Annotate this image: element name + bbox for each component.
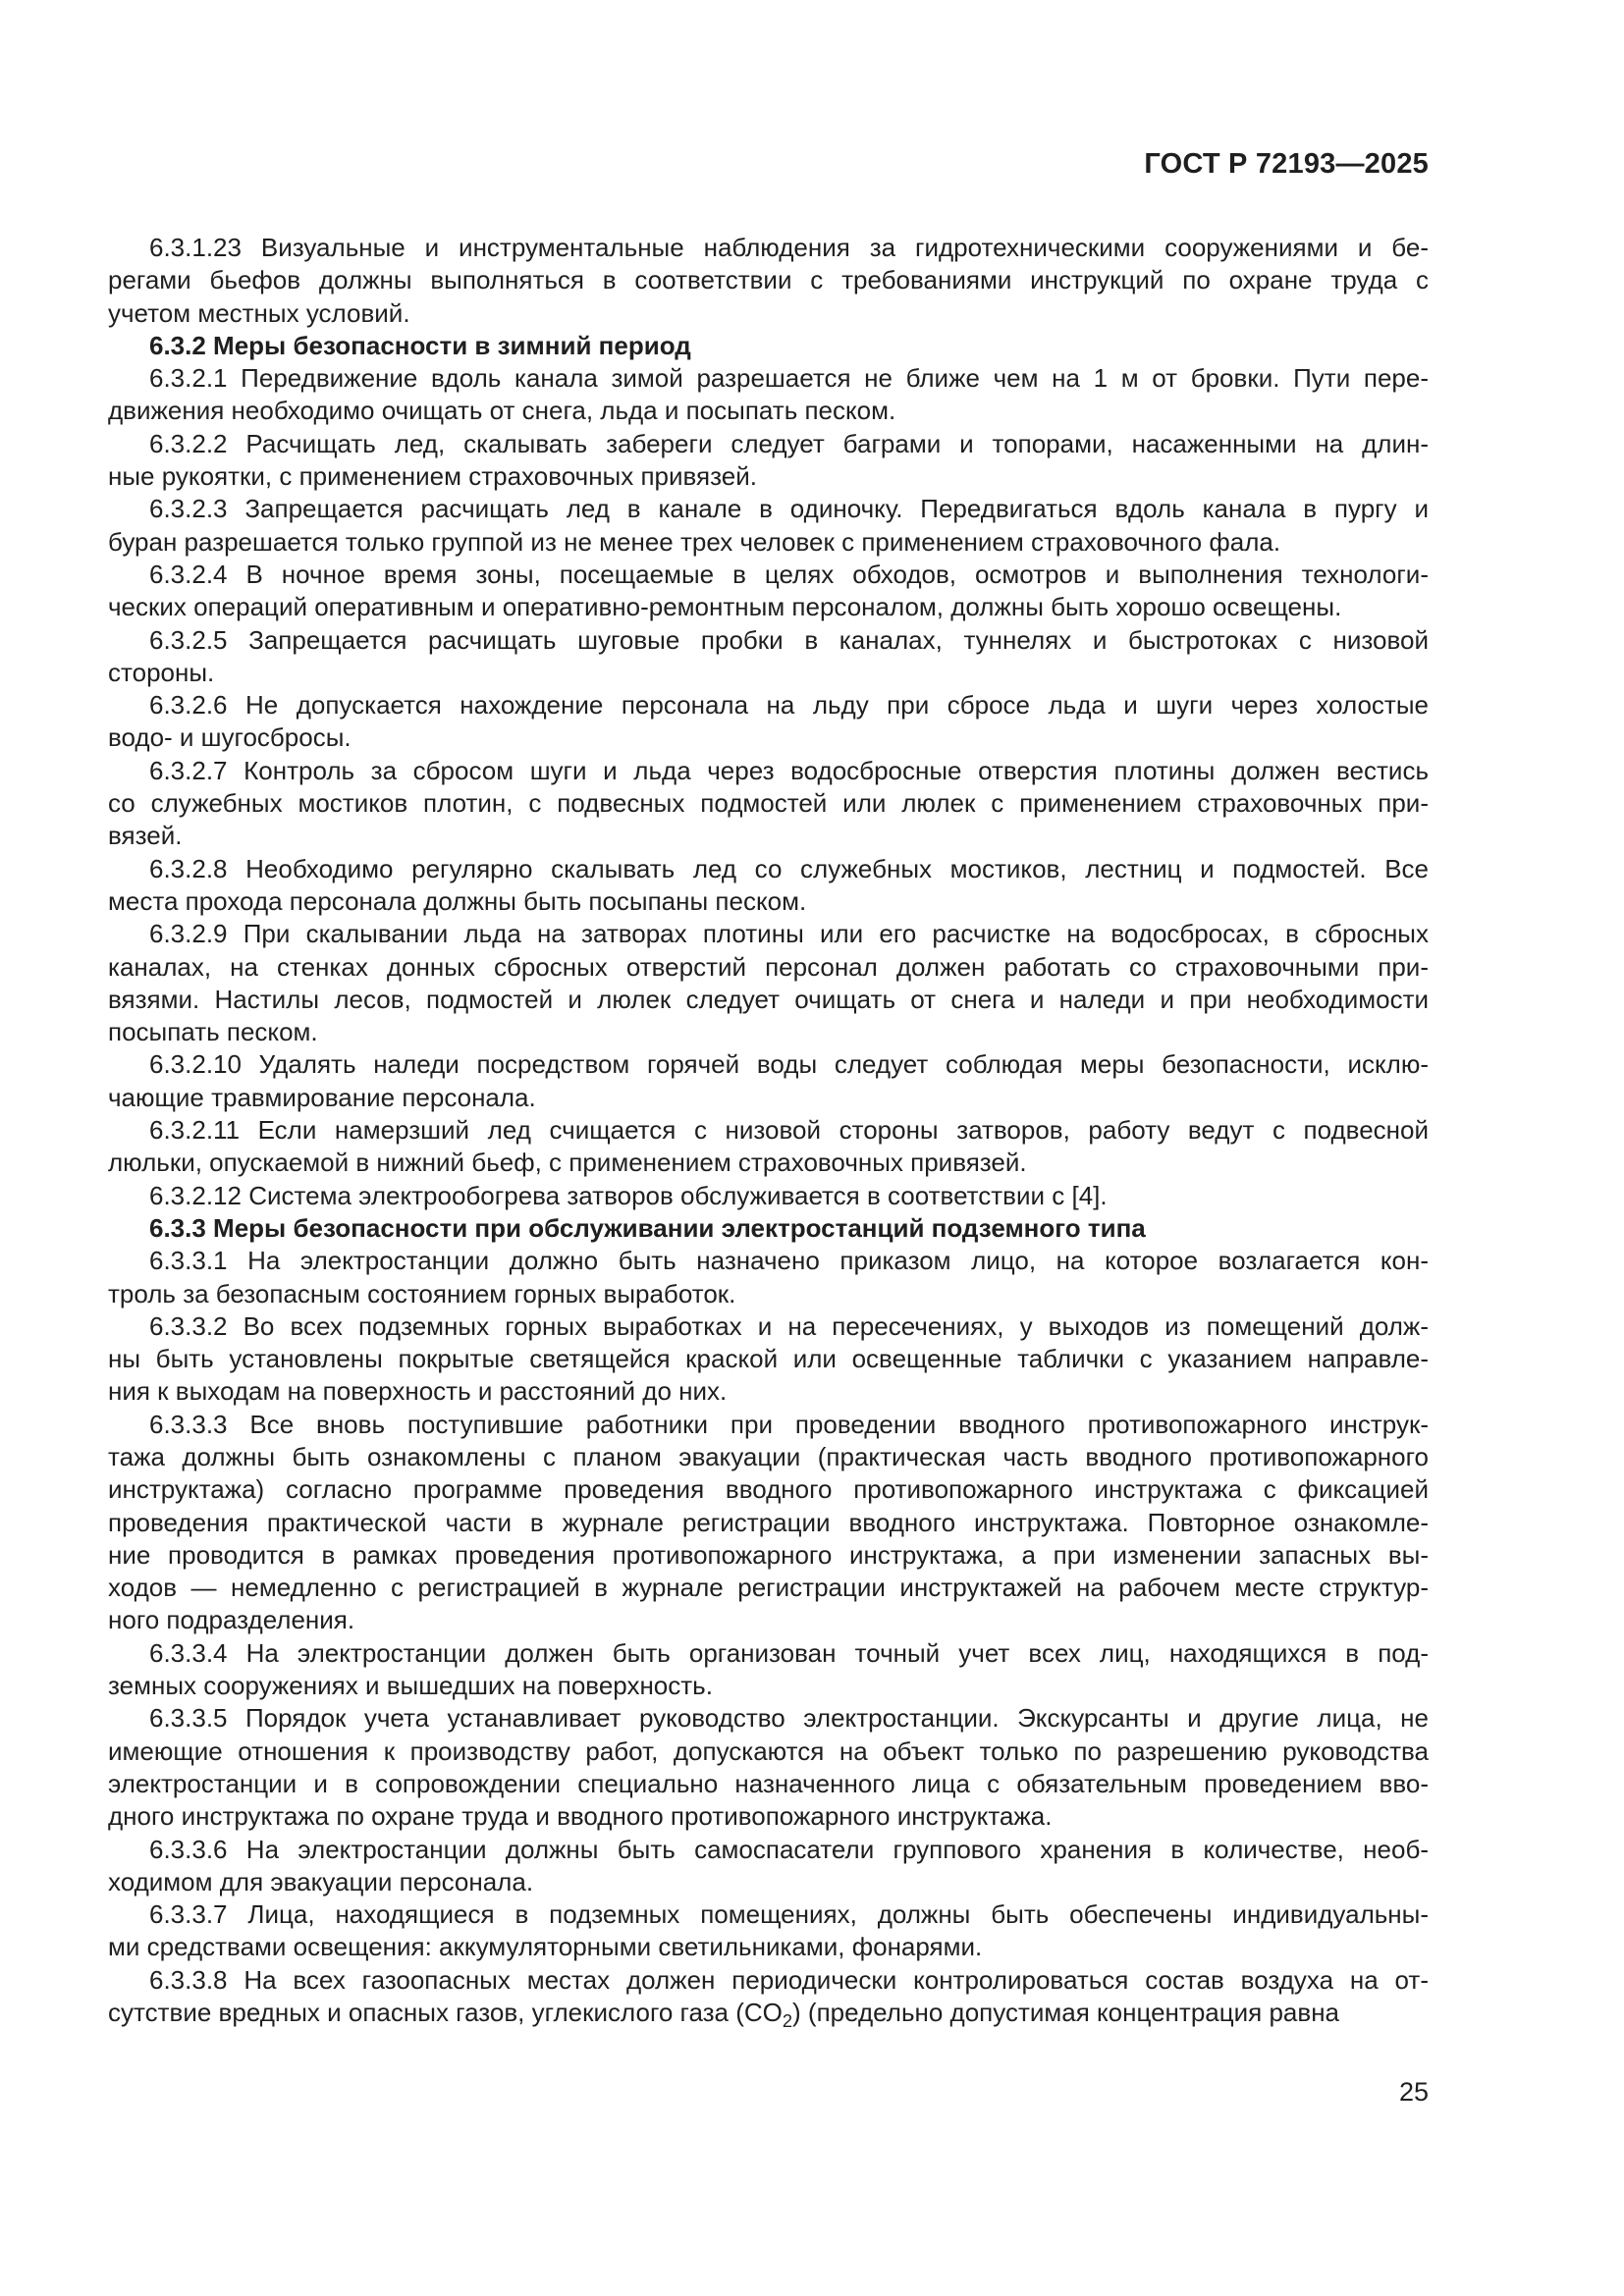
paragraph-line: чающие травмирование персонала. — [108, 1082, 536, 1112]
subscript-text: 2 — [782, 2011, 793, 2032]
paragraph-line: посыпать песком. — [108, 1017, 318, 1047]
paragraph-line: 6.3.2.2 Расчищать лед, скалывать забереги следует баграми и топорами, насаженными на длин- — [149, 428, 1429, 458]
paragraph-line: 6.3.2.11 Если намерзший лед счищается с низовой стороны затворов, работу ведут с подвесной — [149, 1115, 1429, 1146]
paragraph-line: 6.3.2.12 Система электрообогрева затворов обслуживается в соответствии с [4]. — [149, 1180, 1108, 1210]
paragraph-line: дного инструктажа по охране труда и вводного противопожарного инструктажа. — [108, 1801, 1053, 1832]
paragraph-line: 6.3.3.8 На всех газоопасных местах должен периодически контролироваться состав воздуха на от- — [149, 1964, 1429, 1995]
paragraph-line: 6.3.2.4 В ночное время зоны, посещаемые в целях обходов, осмотров и выполнения технологи- — [149, 559, 1429, 589]
paragraph-line: 6.3.3.5 Порядок учета устанавливает руководство электростанции. Экскурсанты и другие лица, не — [149, 1703, 1429, 1734]
paragraph-line: 6.3.2.5 Запрещается расчищать шуговые пробки в каналах, туннелях и быстротоках с низовой — [149, 624, 1429, 655]
paragraph-line: электростанции и в сопровождении специально назначенного лица с обязательным проведением вво- — [108, 1768, 1429, 1798]
paragraph-line: ния к выходам на поверхность и расстояний до них. — [108, 1376, 728, 1407]
paragraph-line: 6.3.2.1 Передвижение вдоль канала зимой разрешается не ближе чем на 1 м от бровки. Пути пере- — [149, 363, 1429, 394]
paragraph-line: проведения практической части в журнале регистрации вводного инструктажа. Повторное ознакомле- — [108, 1507, 1429, 1537]
paragraph-line: учетом местных условий. — [108, 297, 410, 328]
paragraph-line: ми средствами освещения: аккумуляторными светильниками, фонарями. — [108, 1932, 983, 1962]
paragraph-line: 6.3.3.1 На электростанции должно быть назначено приказом лицо, на которое возлагается кон- — [149, 1246, 1429, 1276]
paragraph-line: ние проводится в рамках проведения противопожарного инструктажа, а при изменении запасных вы- — [108, 1539, 1429, 1570]
paragraph-line: каналах, на стенках донных сбросных отверстий персонал должен работать со страховочными при- — [108, 951, 1429, 982]
paragraph-line: ходов — немедленно с регистрацией в журнале регистрации инструктажей на рабочем месте структур- — [108, 1573, 1429, 1603]
paragraph-line: 6.3.3.3 Все вновь поступившие работники при проведении вводного противопожарного инструк- — [149, 1409, 1429, 1439]
paragraph-line: места прохода персонала должны быть посыпаны песком. — [108, 885, 807, 916]
paragraph-line: 6.3.3.7 Лица, находящиеся в подземных помещениях, должны быть обеспечены индивидуальны- — [149, 1899, 1429, 1930]
paragraph-line: движения необходимо очищать от снега, льда и посыпать песком. — [108, 396, 896, 426]
paragraph-line: водо- и шугосбросы. — [108, 722, 352, 753]
paragraph-line — [108, 1997, 1429, 2032]
paragraph-line: имеющие отношения к производству работ, допускаются на объект только по разрешению руководства — [108, 1735, 1429, 1766]
paragraph-line: 6.3.3.4 На электростанции должен быть организован точный учет всех лиц, находящихся в под- — [149, 1637, 1429, 1668]
paragraph-line: регами бьефов должны выполняться в соответствии с требованиями инструкций по охране труда с — [108, 265, 1429, 295]
paragraph-line: 6.3.3.6 На электростанции должны быть самоспасатели группового хранения в количестве, необ- — [149, 1834, 1429, 1864]
paragraph-line: земных сооружениях и вышедших на поверхность. — [108, 1671, 713, 1701]
paragraph-line: стороны. — [108, 657, 215, 687]
body-text — [108, 232, 1429, 2032]
paragraph-line: ходимом для эвакуации персонала. — [108, 1866, 534, 1896]
section-heading-line: 6.3.2 Меры безопасности в зимний период — [149, 330, 691, 360]
paragraph-line: вязей. — [108, 821, 183, 851]
paragraph-line: 6.3.2.8 Необходимо регулярно скалывать лед со служебных мостиков, лестниц и подмостей. Все — [149, 853, 1429, 883]
paragraph-line: троль за безопасным состоянием горных выработок. — [108, 1278, 736, 1308]
paragraph-line: ные рукоятки, с применением страховочных привязей. — [108, 461, 757, 492]
paragraph-line: буран разрешается только группой из не менее трех человек с применением страховочного фала. — [108, 526, 1281, 557]
paragraph-line: 6.3.3.2 Во всех подземных горных выработках и на пересечениях, у выходов из помещений долж- — [149, 1310, 1429, 1341]
paragraph-line: люльки, опускаемой в нижний бьеф, с применением страховочных привязей. — [108, 1148, 1027, 1178]
paragraph-line: 6.3.2.6 Не допускается нахождение персонала на льду при сбросе льда и шуги через холостые — [149, 690, 1429, 721]
paragraph-line: ны быть установлены покрытые светящейся краской или освещенные таблички с указанием направле- — [108, 1344, 1429, 1374]
paragraph-line: ческих операций оперативным и оперативно-ремонтным персоналом, должны быть хорошо освещены. — [108, 592, 1342, 622]
paragraph-line: 6.3.1.23 Визуальные и инструментальные наблюдения за гидротехническими сооружениями и бе- — [149, 233, 1429, 262]
section-heading-line: 6.3.3 Меры безопасности при обслуживании электростанций подземного типа — [149, 1212, 1146, 1243]
paragraph-line: ного подразделения. — [108, 1605, 355, 1635]
document-code-header: ГОСТ Р 72193—2025 — [1144, 148, 1429, 180]
paragraph-line: инструктажа) согласно программе проведения вводного противопожарного инструктажа с фиксацией — [108, 1474, 1429, 1505]
paragraph-line: 6.3.2.9 При скалывании льда на затворах плотины или его расчистке на водосбросах, в сбросных — [149, 919, 1429, 949]
paragraph-line: со служебных мостиков плотин, с подвесных подмостей или люлек с применением страховочных при- — [108, 788, 1429, 819]
run-text: ) (предельно допустимая концентрация равна — [792, 1998, 1340, 2028]
paragraph-line: 6.3.2.7 Контроль за сбросом шуги и льда через водосбросные отверстия плотины должен вестись — [149, 755, 1429, 785]
run-text: сутствие вредных и опасных газов, углекислого газа (CO — [108, 1998, 783, 2028]
paragraph-line: 6.3.2.10 Удалять наледи посредством горячей воды следует соблюдая меры безопасности, исклю- — [149, 1049, 1429, 1080]
paragraph-line: 6.3.2.3 Запрещается расчищать лед в канале в одиночку. Передвигаться вдоль канала в пургу и — [149, 494, 1429, 524]
paragraph-line: вязями. Настилы лесов, подмостей и люлек следует очищать от снега и наледи и при необходимости — [108, 984, 1429, 1014]
page-number: 25 — [1398, 2077, 1429, 2107]
paragraph-line: тажа должны быть ознакомлены с планом эвакуации (практическая часть вводного противопожарного — [108, 1441, 1429, 1471]
